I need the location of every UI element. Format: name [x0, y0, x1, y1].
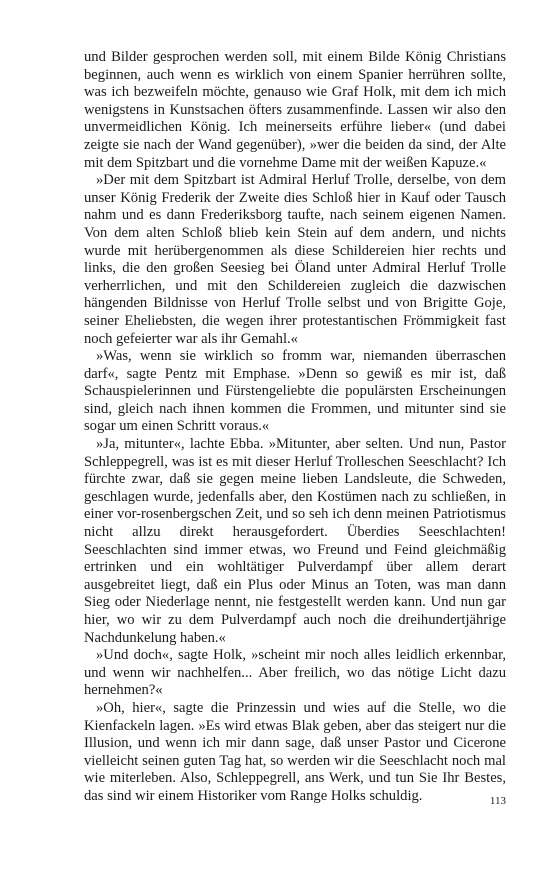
- page-text-block: [84, 49, 506, 806]
- paragraph: »Der mit dem Spitzbart ist Admiral Herluf Trolle, derselbe, von dem unser König Frederik der Zweite dies Schloß hier in Kauf oder Tausch nahm und es dann Frederiksborg taufte, nach seinem eigenen Namen. Von dem alten Schloß blieb kein Stein auf dem andern, und nichts wurde mit herübergenommen als diese Schildereien hier rechts und links, die den großen Seesieg bei Öland unter Admiral Herluf Trolle verherrlichen, und mit den Schildereien zugleich die dazwischen hängenden Bildnisse von Herluf Trolle selbst und von Brigitte Goje, seiner Eheliebsten, die wegen ihrer protestantischen Frömmigkeit fast noch gefeierter war als ihr Gemahl.«: [84, 172, 506, 347]
- paragraph: »Und doch«, sagte Holk, »scheint mir noch alles leidlich erkennbar, und wenn wir nachhelfen... Aber freilich, wo das nötige Licht dazu hernehmen?«: [84, 647, 506, 699]
- paragraph: »Oh, hier«, sagte die Prinzessin und wies auf die Stelle, wo die Kienfackeln lagen. »Es wird etwas Blak geben, aber das steigert nur die Illusion, und wenn ich mir dann sage, daß unser Pastor und Cicerone vielleicht seinen guten Tag hat, so werden wir die Seeschlacht noch mal wie miterleben. Also, Schleppegrell, ans Werk, und tun Sie Ihr Bestes, das sind wir einem Historiker vom Range Holks schuldig.: [84, 699, 506, 804]
- paragraph: »Ja, mitunter«, lachte Ebba. »Mitunter, aber selten. Und nun, Pastor Schleppegrell, was ist es mit dieser Herluf Trolleschen Seeschlacht? Ich fürchte zwar, daß sie gegen meine lieben Landsleute, die Schweden, geschlagen wurde, jedenfalls aber, den Kostümen nach zu schließen, in einer vor-rosenbergschen Zeit, und so seh ich denn meinen Patriotismus nicht allzu direkt herausgefordert. Überdies Seeschlachten! Seeschlachten sind immer etwas, wo Freund und Feind gleichmäßig ertrinken und ein wohltätiger Pulverdampf über allem derart ausgebreitet liegt, daß ein Plus oder Minus an Toten, was man dann Sieg oder Niederlage nennt, nie festgestellt werden kann. Und nun gar hier, wo wir zu dem Pulverdampf auch noch die dreihundertjährige Nachdunkelung haben.«: [84, 436, 506, 646]
- page-number: 113: [489, 795, 506, 807]
- paragraph: »Was, wenn sie wirklich so fromm war, niemanden überraschen darf«, sagte Pentz mit Emphase. »Denn so gewiß es mir ist, daß Schauspielerinnen und Fürstengeliebte die populärsten Erscheinungen sind, gleich nach ihnen kommen die Frommen, und mitunter sind sie sogar um einen Schritt voraus.«: [84, 348, 506, 435]
- paragraph: und Bilder gesprochen werden soll, mit einem Bilde König Christians beginnen, auch wenn es wirklich von einem Spanier herrühren sollte, was ich bezweifeln möchte, genauso wie Graf Holk, mit dem ich mich wenigstens in Kunstsachen öfters zusammenfinde. Lassen wir also den unvermeidlichen König. Ich meinerseits erführe lieber« (und dabei zeigte sie nach der Wand gegenüber), »wer die beiden da sind, der Alte mit dem Spitzbart und die vornehme Dame mit der weißen Kapuze.«: [84, 49, 506, 171]
